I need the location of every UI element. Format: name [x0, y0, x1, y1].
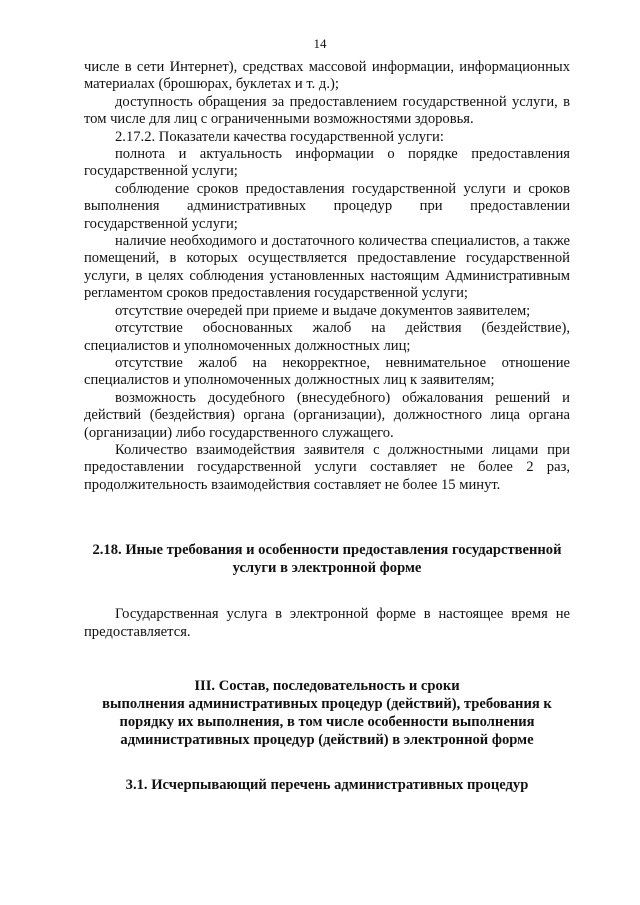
paragraph: Государственная услуга в электронной форме в настоящее время не предоставляется. — [84, 606, 570, 640]
paragraph: числе в сети Интернет), средствах массовой информации, информационных материалах (брошюрах, буклетах и т. д.); — [84, 59, 570, 93]
section-2-18-heading: 2.18. Иные требования и особенности предоставления государственной услуги в электронной форме — [92, 542, 562, 576]
page-number: 14 — [313, 36, 327, 51]
section-3-heading-rest: выполнения административных процедур (действий), требования к порядку их выполнения, в том числе особенности выполнения административных процедур (действий) в электронной форме — [102, 696, 552, 748]
list-item: наличие необходимого и достаточного количества специалистов, а также помещений, в которых осуществляется предоставление государственной услуги, в целях соблюдения установленных настоящим Административным регламентом сроков предоставления государственной услуги; — [84, 233, 570, 302]
section-2-18-body — [84, 605, 570, 641]
continuation-text — [84, 59, 570, 494]
list-item: полнота и актуальность информации о порядке предоставления государственной услуги; — [84, 146, 570, 180]
section-3-1-heading: 3.1. Исчерпывающий перечень административных процедур — [125, 777, 529, 793]
list-item: отсутствие обоснованных жалоб на действия (бездействие), специалистов и уполномоченных должностных лиц; — [84, 320, 570, 354]
section-3-heading-line1: III. Состав, последовательность и сроки — [194, 678, 460, 694]
list-item: отсутствие очередей при приеме и выдаче документов заявителем; — [115, 302, 531, 319]
paragraph: доступность обращения за предоставлением государственной услуги, в том числе для лиц с ограниченными возможностями здоровья. — [84, 93, 570, 128]
list-item: отсутствие жалоб на некорректное, невнимательное отношение специалистов и уполномоченных должностных лиц к заявителям; — [84, 354, 570, 389]
subsection-title: 2.17.2. Показатели качества государственной услуги: — [115, 128, 444, 145]
list-item: соблюдение сроков предоставления государственной услуги и сроков выполнения административных процедур при предоставлении государственной услуги; — [84, 180, 570, 232]
paragraph: Количество взаимодействия заявителя с должностными лицами при предоставлении государственной услуги составляет не более 2 раз, продолжительность взаимодействия составляет не более 15 минут. — [84, 441, 570, 493]
section-3-heading — [84, 677, 570, 749]
list-item: возможность досудебного (внесудебного) обжалования решений и действий (бездействия) органа (организации), должностного лица органа (организации) либо государственного служащего. — [84, 389, 570, 441]
